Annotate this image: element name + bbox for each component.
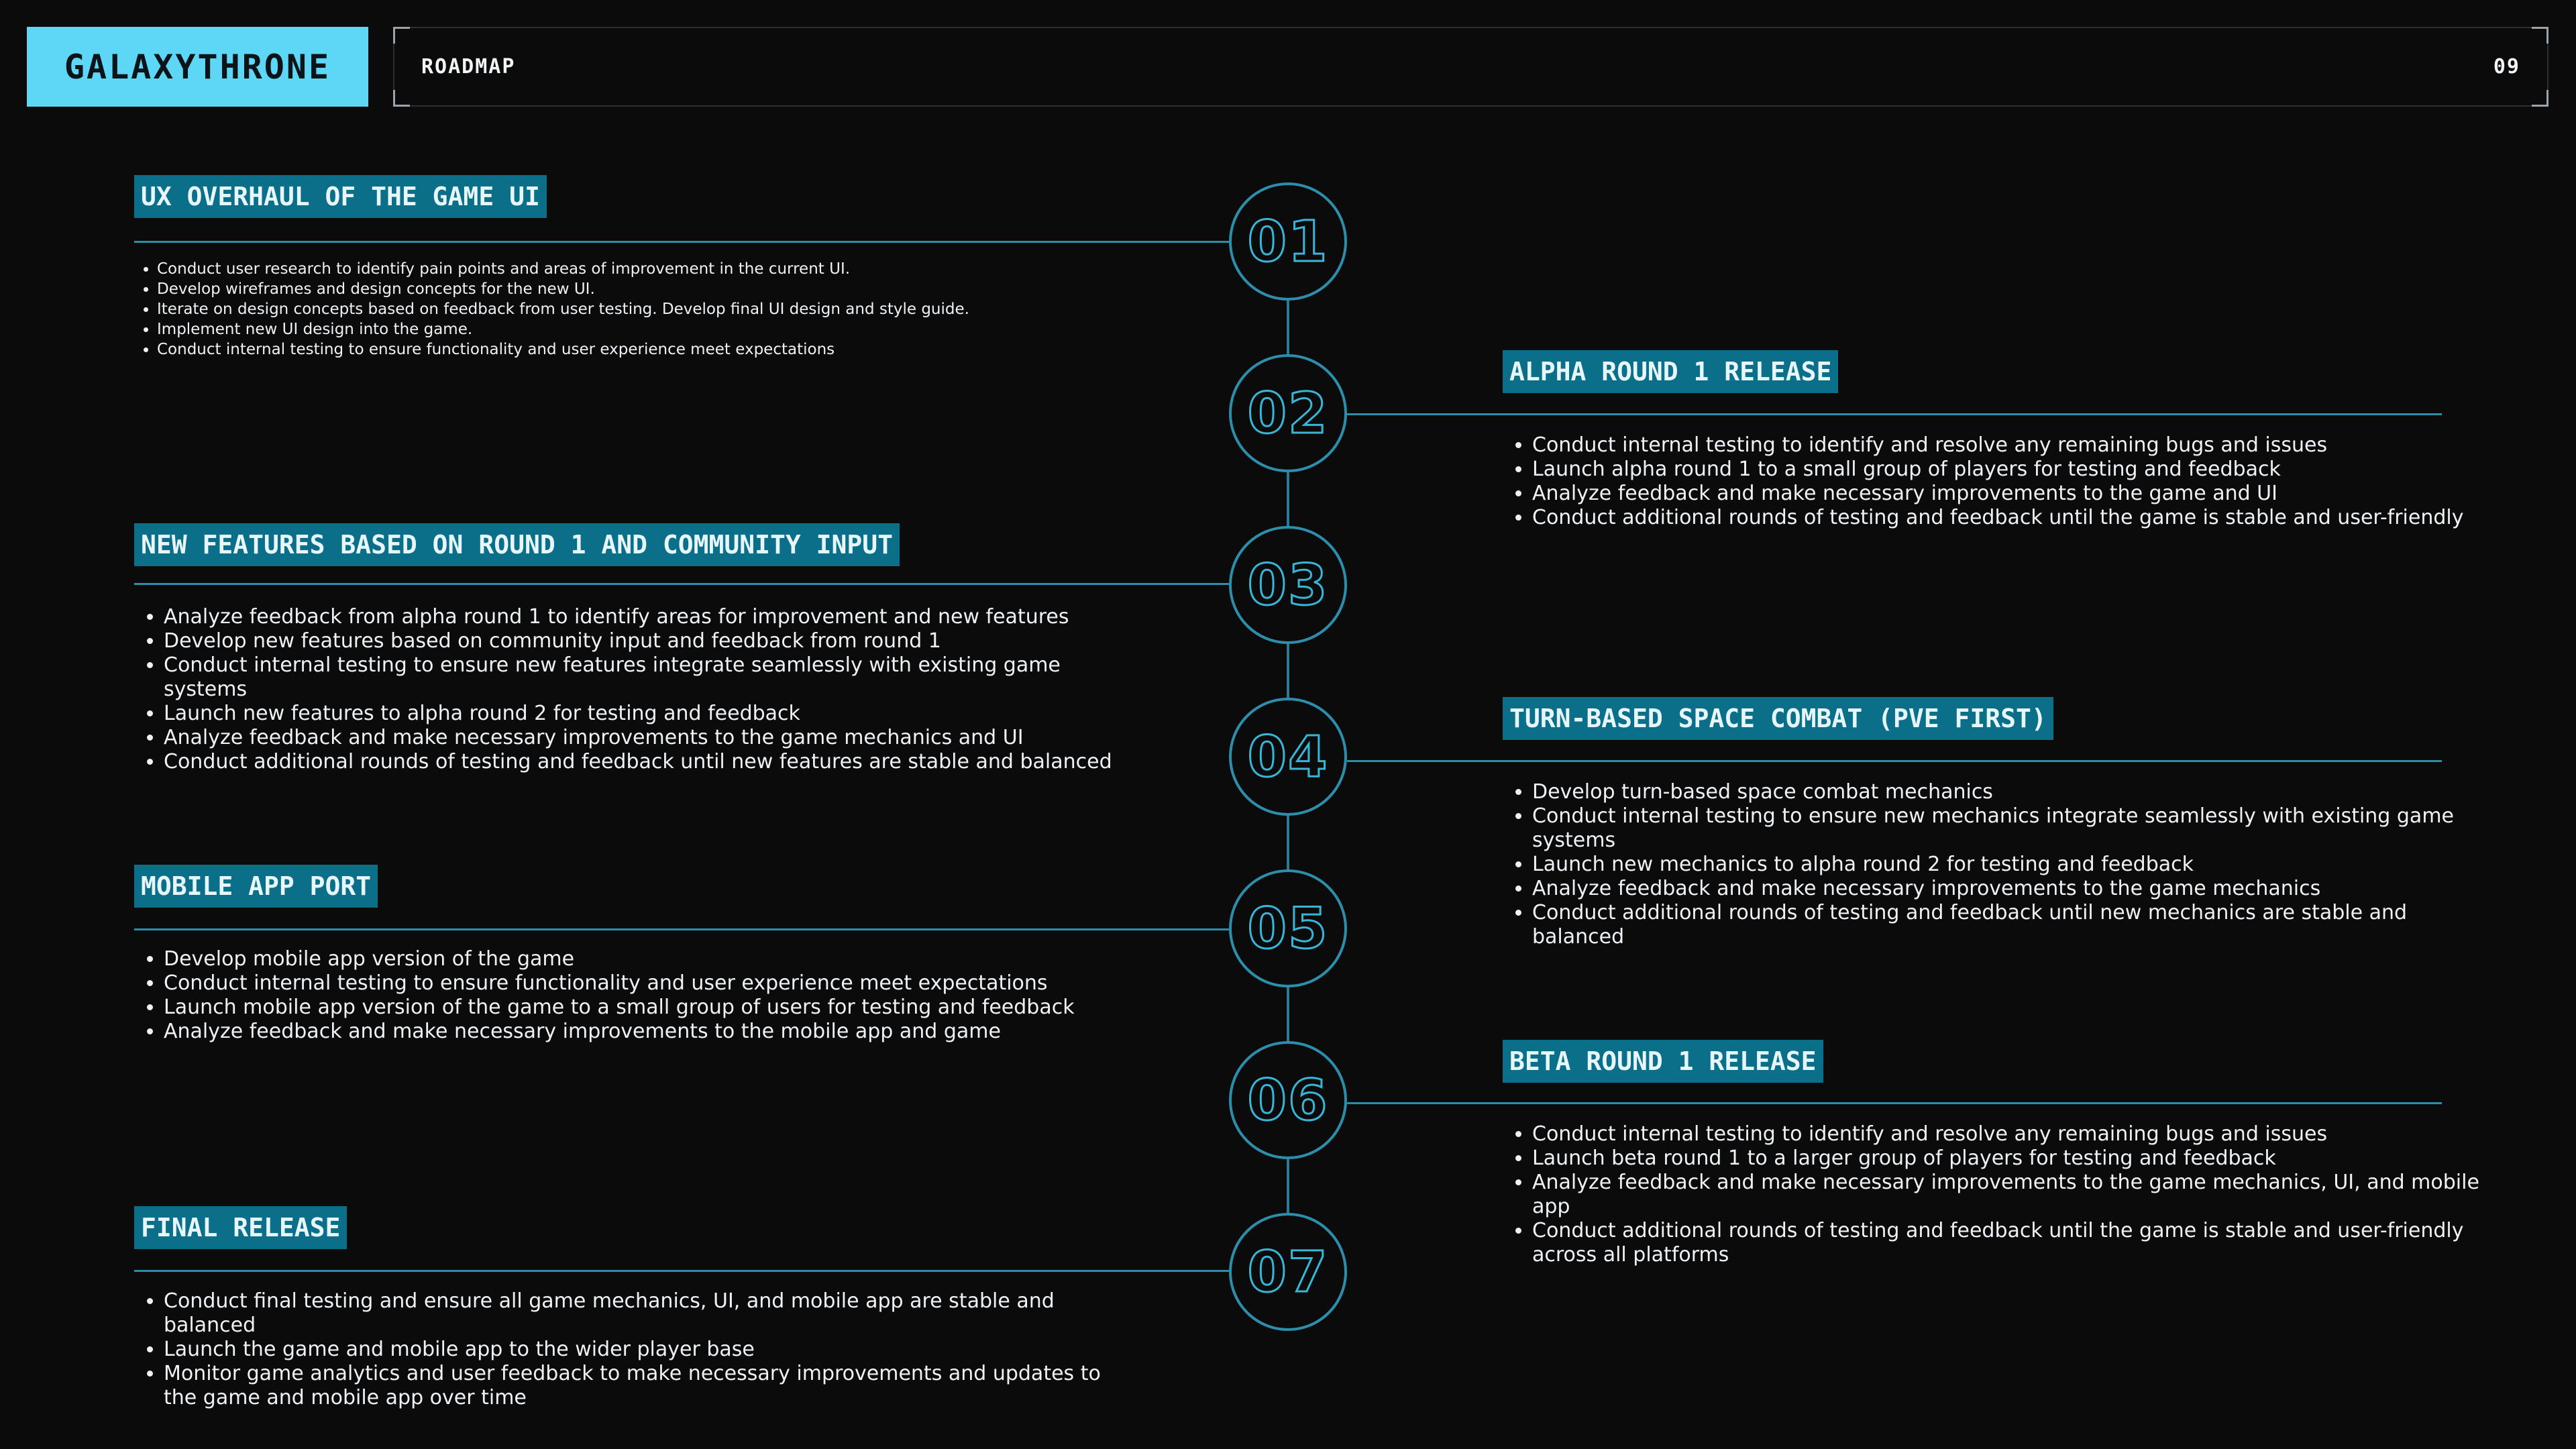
bullet-list (134, 1289, 1116, 1410)
list-item: • Iterate on design concepts based on feedback from user testing. Develop final UI design and style guide. (157, 299, 1203, 319)
list-item: • Analyze feedback and make necessary improvements to the game mechanics (1532, 877, 2485, 901)
bullet-list (1503, 433, 2485, 530)
bullet-list (134, 947, 1130, 1044)
list-item: • Conduct additional rounds of testing and feedback until new features are stable and balanced (164, 750, 1116, 774)
list-item: • Analyze feedback and make necessary improvements to the mobile app and game (164, 1020, 1130, 1044)
list-item: • Launch beta round 1 to a larger group of players for testing and feedback (1532, 1146, 2485, 1171)
list-item: • Develop turn-based space combat mechanics (1532, 780, 2485, 804)
list-item: • Conduct internal testing to ensure functionality and user experience meet expectations (164, 971, 1130, 996)
list-item: • Conduct internal testing to ensure new mechanics integrate seamlessly with existing game systems (1532, 804, 2485, 853)
milestone-title-text: ALPHA ROUND 1 RELEASE (1509, 357, 1832, 386)
list-item: • Conduct internal testing to identify and resolve any remaining bugs and issues (1532, 433, 2485, 458)
connector-line (134, 241, 1229, 243)
list-item: • Analyze feedback and make necessary improvements to the game and UI (1532, 482, 2485, 506)
timeline-node (1229, 526, 1347, 644)
logo-text: GALAXYTHRONE (64, 47, 331, 87)
milestone-title (134, 865, 378, 908)
list-item: • Analyze feedback and make necessary improvements to the game mechanics and UI (164, 726, 1116, 750)
connector-line (1347, 1102, 2442, 1104)
list-item: • Implement new UI design into the game. (157, 319, 1203, 339)
milestone-title (1503, 1040, 1823, 1083)
list-item: • Conduct internal testing to ensure functionality and user experience meet expectations (157, 339, 1203, 360)
list-item: • Develop mobile app version of the game (164, 947, 1130, 971)
timeline-node (1229, 354, 1347, 472)
connector-line (134, 928, 1229, 930)
node-number: 06 (1247, 1067, 1329, 1133)
node-number: 03 (1247, 552, 1329, 618)
frame-corner (2532, 90, 2548, 107)
node-number: 01 (1247, 209, 1329, 274)
list-item: • Conduct final testing and ensure all game mechanics, UI, and mobile app are stable and balanced (164, 1289, 1116, 1338)
bullet-list (134, 605, 1116, 774)
timeline-node (1229, 698, 1347, 816)
connector-line (134, 583, 1229, 585)
list-item: • Launch mobile app version of the game to a small group of users for testing and feedback (164, 996, 1130, 1020)
milestone-title (1503, 697, 2053, 740)
milestone-title-text: MOBILE APP PORT (141, 871, 372, 901)
timeline-node (1229, 182, 1347, 301)
logo (27, 27, 368, 107)
milestone-title-text: TURN-BASED SPACE COMBAT (PVE FIRST) (1509, 704, 2047, 733)
page-number: 09 (2493, 55, 2520, 78)
milestone-title (134, 1206, 347, 1249)
connector-line (1347, 760, 2442, 762)
milestone-title-text: BETA ROUND 1 RELEASE (1509, 1046, 1817, 1076)
list-item: • Analyze feedback and make necessary improvements to the game mechanics, UI, and mobile app (1532, 1171, 2485, 1219)
connector-line (134, 1270, 1229, 1272)
list-item: • Launch the game and mobile app to the wider player base (164, 1338, 1116, 1362)
list-item: • Conduct user research to identify pain points and areas of improvement in the current UI. (157, 259, 1203, 279)
milestone-title-text: UX OVERHAUL OF THE GAME UI (141, 182, 540, 211)
list-item: • Launch alpha round 1 to a small group of players for testing and feedback (1532, 458, 2485, 482)
milestone-title (134, 175, 547, 218)
list-item: • Develop wireframes and design concepts for the new UI. (157, 279, 1203, 299)
milestone-title-text: NEW FEATURES BASED ON ROUND 1 AND COMMUNITY INPUT (141, 530, 894, 559)
list-item: • Conduct additional rounds of testing and feedback until new mechanics are stable and balanced (1532, 901, 2485, 949)
timeline-node (1229, 1213, 1347, 1331)
list-item: • Develop new features based on community input and feedback from round 1 (164, 629, 1116, 653)
list-item: • Monitor game analytics and user feedback to make necessary improvements and updates to the game and mobile app over time (164, 1362, 1116, 1410)
timeline-node (1229, 869, 1347, 987)
milestone-title-text: FINAL RELEASE (141, 1213, 341, 1242)
node-number: 02 (1247, 380, 1329, 446)
list-item: • Analyze feedback from alpha round 1 to identify areas for improvement and new features (164, 605, 1116, 629)
bullet-list (1503, 780, 2485, 949)
list-item: • Conduct internal testing to identify and resolve any remaining bugs and issues (1532, 1122, 2485, 1146)
frame-corner (2532, 27, 2548, 44)
frame-corner (393, 90, 410, 107)
milestone-title (134, 523, 900, 566)
milestone-title (1503, 350, 1838, 393)
list-item: • Launch new features to alpha round 2 for testing and feedback (164, 702, 1116, 726)
list-item: • Launch new mechanics to alpha round 2 for testing and feedback (1532, 853, 2485, 877)
node-number: 04 (1247, 724, 1329, 790)
list-item: • Conduct additional rounds of testing and feedback until the game is stable and user-friendly across all platforms (1532, 1219, 2485, 1267)
header-bar (393, 27, 2548, 107)
page-title: ROADMAP (421, 55, 516, 78)
connector-line (1347, 413, 2442, 415)
timeline-node (1229, 1041, 1347, 1159)
list-item: • Conduct internal testing to ensure new features integrate seamlessly with existing game systems (164, 653, 1116, 702)
node-number: 07 (1247, 1239, 1329, 1305)
frame-corner (393, 27, 410, 44)
bullet-list (127, 259, 1203, 360)
node-number: 05 (1247, 896, 1329, 961)
list-item: • Conduct additional rounds of testing and feedback until the game is stable and user-friendly (1532, 506, 2485, 530)
bullet-list (1503, 1122, 2485, 1267)
